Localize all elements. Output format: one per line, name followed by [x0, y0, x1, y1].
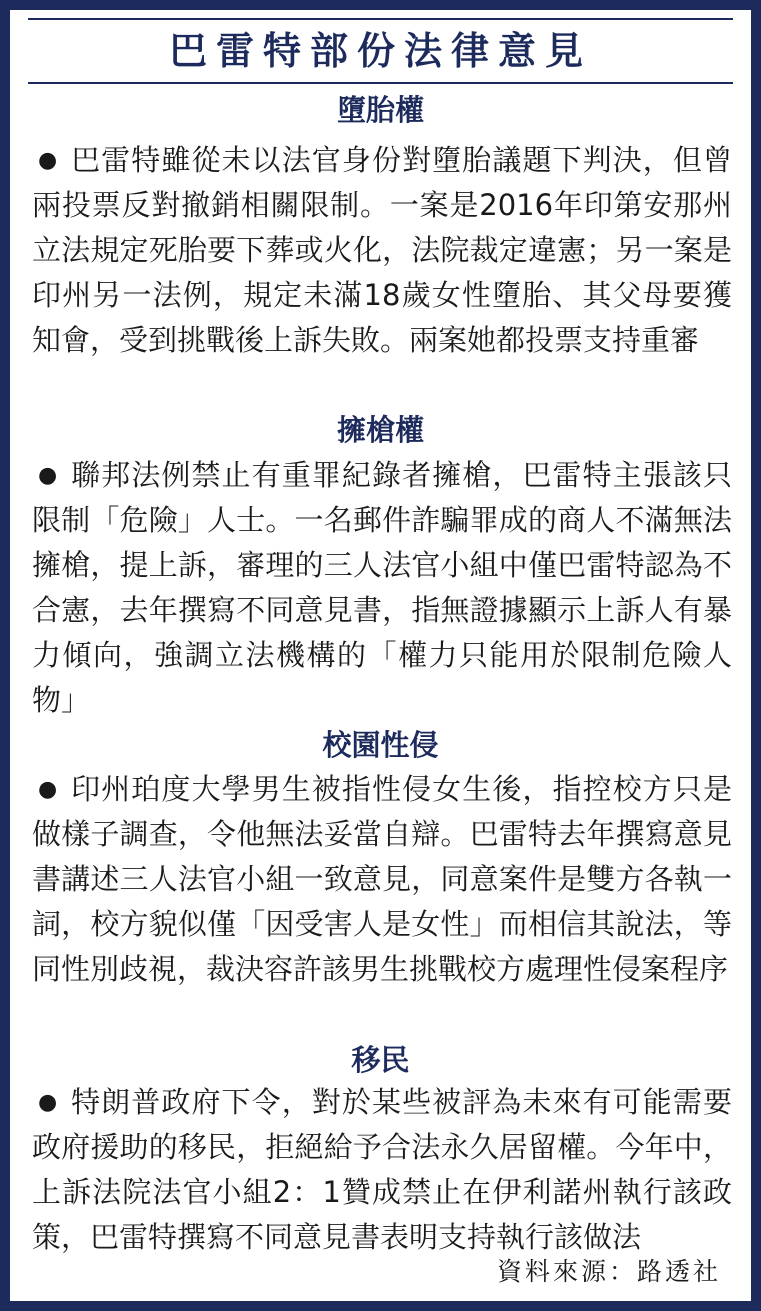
- title-top-rule: [28, 18, 733, 20]
- section-body-immigration: [32, 1080, 732, 1260]
- bullet-icon: ●: [38, 1090, 58, 1115]
- section-heading-campus-assault: 校園性侵: [322, 728, 439, 762]
- bullet-icon: ●: [38, 777, 58, 802]
- section-body-campus-assault: [32, 767, 732, 992]
- section-body-abortion: [32, 138, 732, 363]
- box-title: 巴雷特部份法律意見: [168, 29, 592, 73]
- source-credit: 資料來源：路透社: [496, 1257, 721, 1286]
- section-heading-immigration: 移民: [351, 1043, 410, 1077]
- bullet-icon: ●: [38, 463, 58, 488]
- bullet-icon: ●: [38, 148, 58, 173]
- section-body-gun-rights: [32, 453, 732, 723]
- title-bottom-rule: [28, 82, 733, 84]
- section-text-abortion: 巴雷特雖從未以法官身份對墮胎議題下判決，但曾兩投票反對撤銷相關限制。一案是2016年印第安那州立法規定死胎要下葬或火化，法院裁定違憲；另一案是印州另一法例，規定未滿18歲女性墮胎、其父母要獲知會，受到挑戰後上訴失敗。兩案她都投票支持重審: [32, 143, 732, 357]
- section-heading-gun-rights: 擁槍權: [336, 413, 424, 447]
- section-text-immigration: 特朗普政府下令，對於某些被評為未來有可能需要政府援助的移民，拒絕給予合法永久居留權。今年中，上訴法院法官小組2：1贊成禁止在伊利諾州執行該政策，巴雷特撰寫不同意見書表明支持執行該做法: [32, 1085, 732, 1254]
- section-text-gun-rights: 聯邦法例禁止有重罪紀錄者擁槍，巴雷特主張該只限制「危險」人士。一名郵件詐騙罪成的商人不滿無法擁槍，提上訴，審理的三人法官小組中僅巴雷特認為不合憲，去年撰寫不同意見書，指無證據顯示上訴人有暴力傾向，強調立法機構的「權力只能用於限制危險人物」: [32, 458, 732, 717]
- section-heading-abortion: 墮胎權: [336, 93, 424, 127]
- section-text-campus-assault: 印州珀度大學男生被指性侵女生後，指控校方只是做樣子調查，令他無法妥當自辯。巴雷特去年撰寫意見書講述三人法官小組一致意見，同意案件是雙方各執一詞，校方貌似僅「因受害人是女性」而相信其說法，等同性別歧視，裁決容許該男生挑戰校方處理性侵案程序: [32, 772, 732, 986]
